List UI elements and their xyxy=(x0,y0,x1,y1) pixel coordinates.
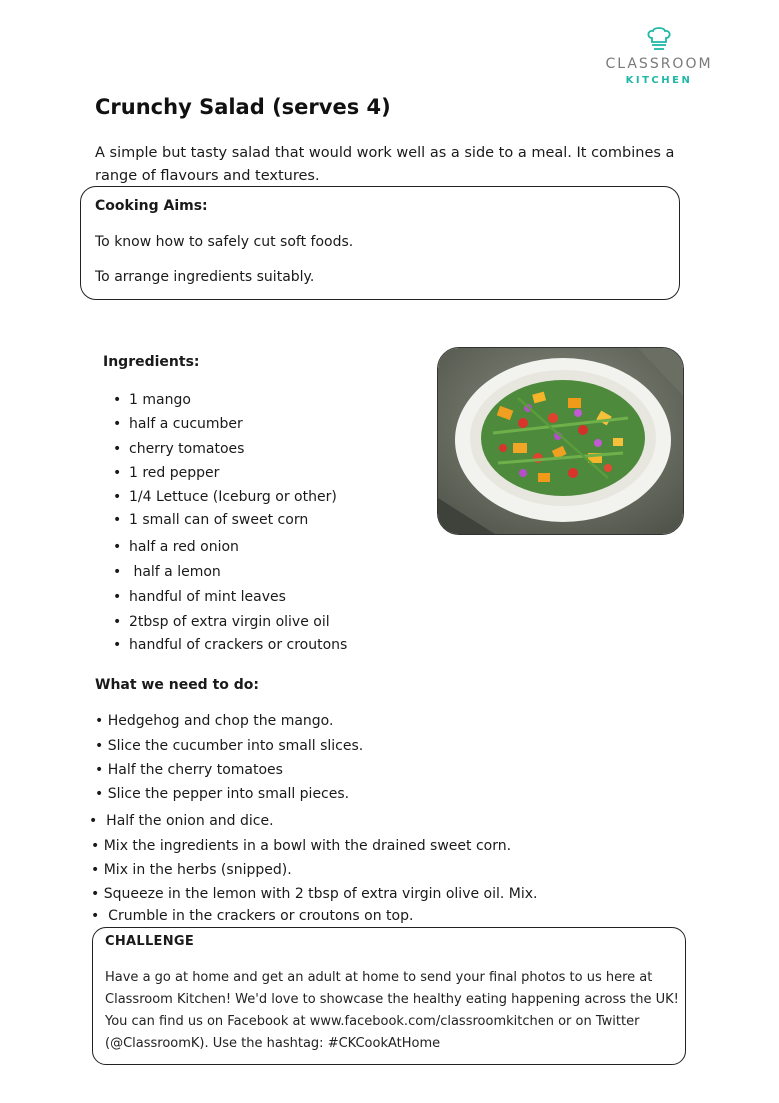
ingredient-item: • half a cucumber xyxy=(113,416,243,432)
method-step: • Crumble in the crackers or croutons on top. xyxy=(91,908,414,924)
logo-text-classroom: CLASSROOM xyxy=(605,56,713,72)
ingredient-item: • handful of crackers or croutons xyxy=(113,637,348,653)
method-step: • Half the cherry tomatoes xyxy=(95,762,283,778)
challenge-text-line: You can find us on Facebook at www.facebook.com/classroomkitchen or on Twitter xyxy=(105,1014,640,1029)
method-step: • Slice the pepper into small pieces. xyxy=(95,786,350,802)
recipe-title: Crunchy Salad (serves 4) xyxy=(95,95,391,119)
chef-hat-icon xyxy=(644,26,674,52)
cooking-aim: To know how to safely cut soft foods. xyxy=(95,234,354,250)
method-step: • Mix the ingredients in a bowl with the drained sweet corn. xyxy=(91,838,512,854)
ingredient-item: • 1 red pepper xyxy=(113,465,220,481)
ingredient-item: • 1 small can of sweet corn xyxy=(113,512,309,528)
cooking-aim: To arrange ingredients suitably. xyxy=(95,269,315,285)
ingredient-item: • handful of mint leaves xyxy=(113,589,286,605)
salad-photo xyxy=(437,347,684,535)
recipe-intro: A simple but tasty salad that would work well as a side to a meal. It combines a range of flavours and textures. xyxy=(95,145,675,184)
method-step: • Half the onion and dice. xyxy=(89,813,274,829)
method-step: • Squeeze in the lemon with 2 tbsp of extra virgin olive oil. Mix. xyxy=(91,886,538,902)
ingredient-item: • 2tbsp of extra virgin olive oil xyxy=(113,614,330,630)
challenge-text-line: Classroom Kitchen! We'd love to showcase the healthy eating happening across the UK! xyxy=(105,992,679,1007)
logo-text-kitchen: KITCHEN xyxy=(625,75,693,86)
ingredient-item: • half a red onion xyxy=(113,539,239,555)
method-step: • Hedgehog and chop the mango. xyxy=(95,713,334,729)
ingredients-title: Ingredients: xyxy=(103,354,200,370)
method-step: • Mix in the herbs (snipped). xyxy=(91,862,292,878)
brand-logo xyxy=(596,26,722,86)
challenge-text-line: Have a go at home and get an adult at home to send your final photos to us here at xyxy=(105,970,653,985)
ingredient-item: • 1/4 Lettuce (Iceburg or other) xyxy=(113,489,337,505)
challenge-text-line: (@ClassroomK). Use the hashtag: #CKCookAtHome xyxy=(105,1036,441,1051)
challenge-title: CHALLENGE xyxy=(105,934,195,949)
method-title: What we need to do: xyxy=(95,677,260,693)
ingredient-item: • half a lemon xyxy=(113,564,221,580)
method-step: • Slice the cucumber into small slices. xyxy=(95,738,364,754)
ingredient-item: • cherry tomatoes xyxy=(113,441,245,457)
ingredient-item: • 1 mango xyxy=(113,392,191,408)
cooking-aims-title: Cooking Aims: xyxy=(95,198,208,214)
